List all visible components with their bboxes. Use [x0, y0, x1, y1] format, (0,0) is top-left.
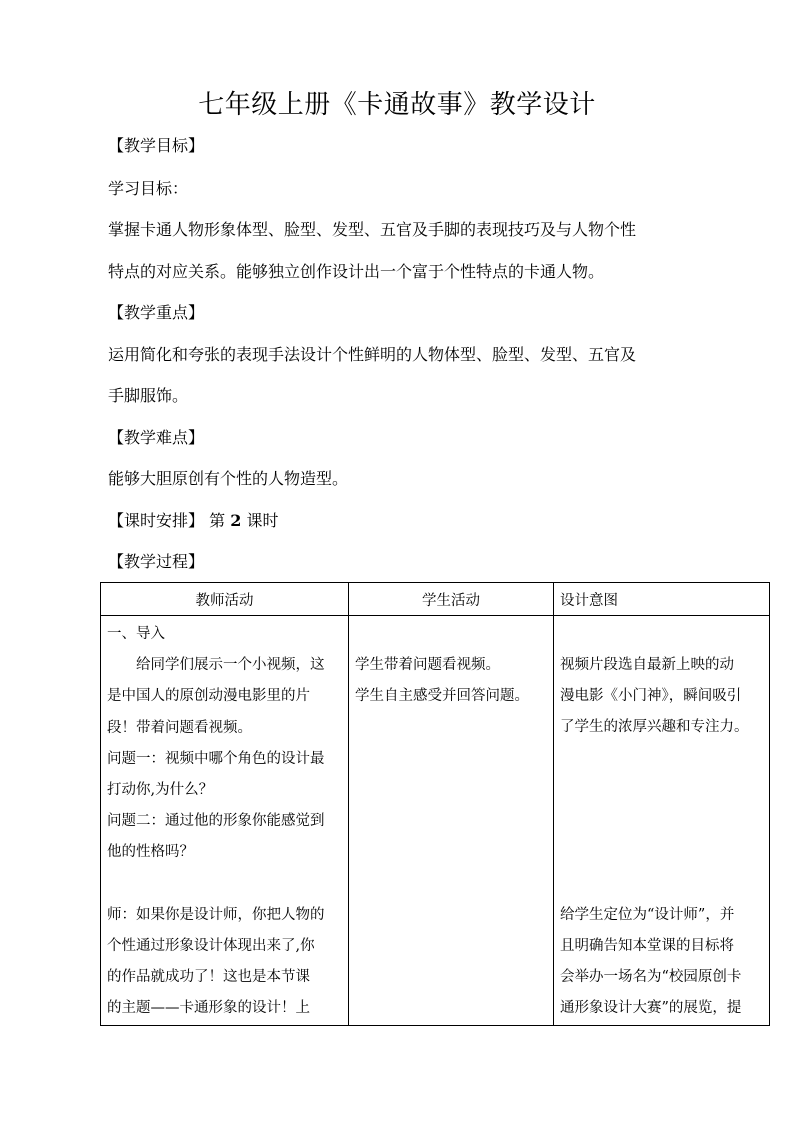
schedule-heading: 【课时安排】: [108, 511, 205, 530]
learning-goals-line-2: 特点的对应关系。能够独立创作设计出一个富于个性特点的卡通人物。: [108, 262, 605, 281]
learning-goals-line-1: 掌握卡通人物形象体型、脸型、发型、五官及手脚的表现技巧及与人物个性: [108, 220, 637, 239]
teacher-text: 给同学们展示一个小视频，这: [136, 657, 325, 674]
header-design-intent: 设计意图: [554, 583, 770, 616]
intent-text: 通形象设计大赛”的展览，提: [560, 1000, 742, 1017]
key-points-heading: 【教学重点】: [108, 303, 205, 322]
header-teacher-activity: 教师活动: [101, 583, 349, 616]
teacher-activity-cell: [101, 616, 349, 1026]
teacher-text: 的主题——卡通形象的设计！上: [107, 1000, 310, 1017]
schedule-prefix: 第: [209, 511, 226, 530]
process-heading: 【教学过程】: [108, 552, 205, 571]
schedule-line: [108, 511, 278, 531]
schedule-suffix: 课时: [246, 511, 279, 530]
schedule-number: 2: [230, 511, 242, 530]
teacher-question-2: 他的性格吗？: [107, 844, 194, 861]
teacher-text: 个性通过形象设计体现出来了,你: [107, 938, 315, 955]
teacher-text: 的作品就成功了！这也是本节课: [107, 969, 310, 986]
learning-goals-label: 学习目标：: [108, 179, 189, 198]
student-text: 学生带着问题看视频。: [355, 657, 500, 673]
difficulty-heading: 【教学难点】: [108, 428, 205, 447]
teacher-text: 段！带着问题看视频。: [107, 719, 252, 736]
teaching-process-table: [100, 582, 770, 1026]
teacher-question-1: 打动你,为什么？: [107, 782, 214, 799]
table-header-row: [101, 583, 770, 616]
intent-text: 给学生定位为“设计师”，并: [560, 906, 735, 923]
goals-heading: 【教学目标】: [108, 136, 205, 155]
intent-text: 漫电影《小门神》，瞬间吸引: [560, 688, 742, 705]
difficulty-text: 能够大胆原创有个性的人物造型。: [108, 469, 349, 488]
teacher-text: 师：如果你是设计师，你把人物的: [107, 906, 325, 923]
design-intent-cell: [554, 616, 770, 1026]
header-student-activity: 学生活动: [349, 583, 554, 616]
intent-text: 且明确告知本堂课的目标将: [560, 937, 734, 954]
student-text: 学生自主感受并回答问题。: [355, 688, 529, 705]
teacher-section-title: 一、导入: [107, 626, 165, 642]
intent-text: 视频片段选自最新上映的动: [560, 657, 734, 673]
teacher-question-1: 问题一：视频中哪个角色的设计最: [107, 750, 325, 767]
intent-text: 了学生的浓厚兴趣和专注力。: [560, 719, 749, 736]
key-points-line-2: 手脚服饰。: [108, 386, 189, 405]
key-points-line-1: 运用简化和夸张的表现手法设计个性鲜明的人物体型、脸型、发型、五官及: [108, 345, 637, 364]
intent-text: 会举办一场名为“校园原创卡: [560, 968, 742, 985]
table-row: [101, 616, 770, 1026]
teacher-text: 是中国人的原创动漫电影里的片: [107, 688, 310, 705]
page-title: 七年级上册《卡通故事》教学设计: [198, 90, 596, 120]
student-activity-cell: [349, 616, 554, 1026]
teacher-question-2: 问题二：通过他的形象你能感觉到: [107, 813, 325, 830]
